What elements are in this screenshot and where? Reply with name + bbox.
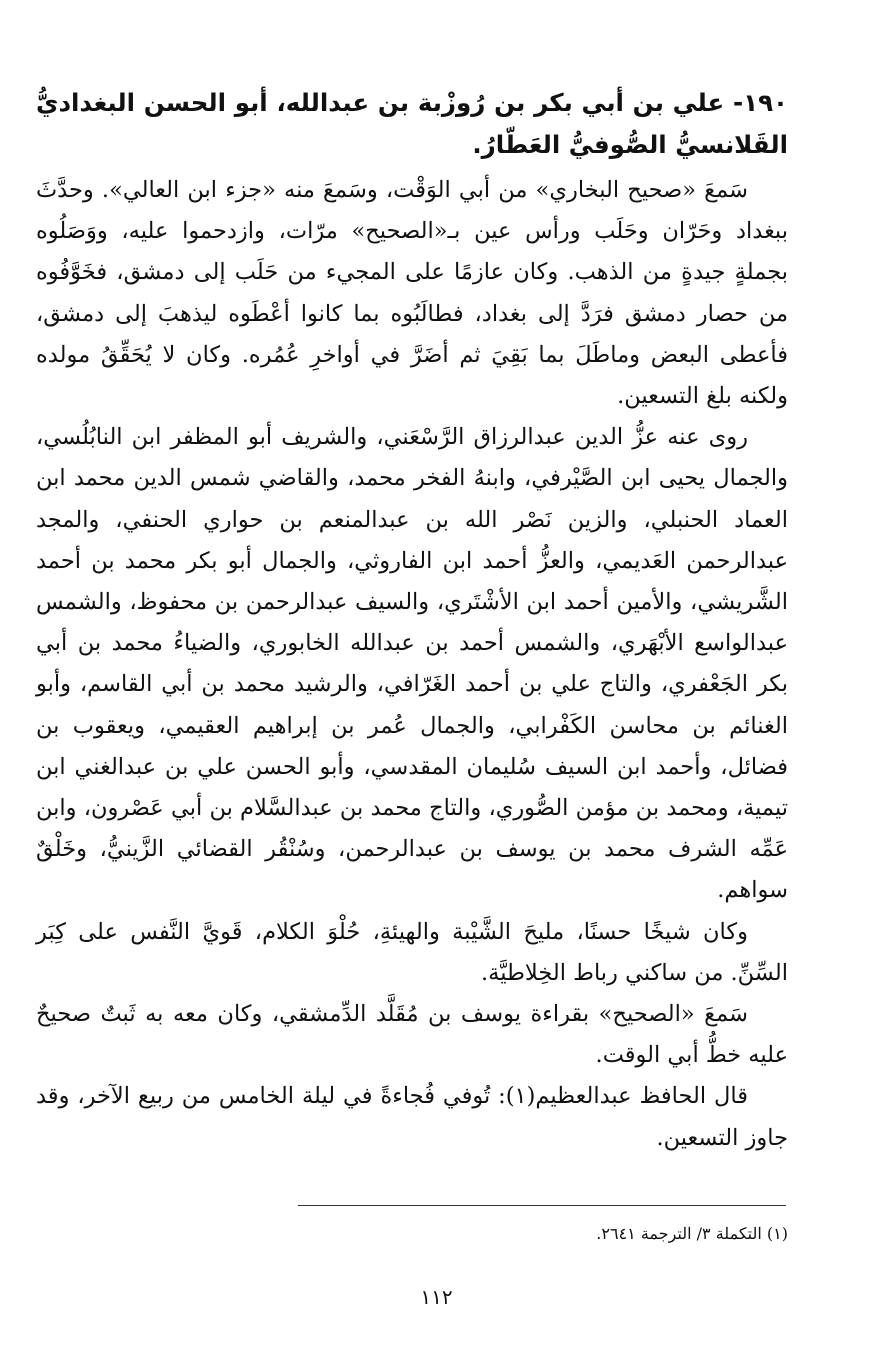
page-body [36, 82, 788, 1159]
footnote-divider [298, 1205, 786, 1206]
paragraph-death: قال الحافظ عبدالعظيم(١): تُوفي فُجاءةً في ليلة الخامس من ربيع الآخر، وقد جاوز التسعين. [36, 1083, 788, 1151]
entry-heading: ١٩٠- علي بن أبي بكر بن رُوزْبة بن عبدالله، أبو الحسن البغداديُّ القَلانسيُّ الصُّوفيُّ العَطّارُ. [36, 88, 788, 159]
page-number: ١١٢ [420, 1285, 453, 1309]
footnote: (١) التكملة ٣/ الترجمة ٢٦٤١. [596, 1224, 788, 1243]
paragraph-sahih-reading: سَمعَ «الصحيح» بقراءة يوسف بن مُقَلَّد الدِّمشقي، وكان معه به ثَبتٌ صحيحٌ عليه خطُّ أبي الوقت. [36, 1001, 788, 1069]
paragraph-description: وكان شيخًا حسنًا، مليحَ الشَّيْبة والهيئةِ، حُلْوَ الكلام، قَويَّ النَّفس على كِبَر السِّنِّ. من ساكني رباط الخِلاطيَّة. [36, 918, 788, 986]
paragraph-hearing: سَمعَ «صحيح البخاري» من أبي الوَقْت، وسَمعَ منه «جزء ابن العالي». وحدَّثَ ببغداد وحَرّان وحَلَب ورأس عين بـ«الصحيح» مرّات، وازدحموا عليه، ووَصَلُوه بجملةٍ جيدةٍ من الذهب. وكان عازمًا على المجيء من حَلَب إلى دمشق، فخَوَّفُوه من حصار دمشق فرَدَّ إلى بغداد، فطالَبُوه بما كانوا أعْطَوه ليذهبَ إلى دمشق، فأعطى البعض وماطَلَ بما بَقِيَ ثم أضَرَّ في أواخرِ عُمُره. وكان لا يُحَقِّقُ مولده ولكنه بلغ التسعين. [36, 177, 788, 410]
paragraph-narrators: روى عنه عزُّ الدين عبدالرزاق الرَّسْعَني، والشريف أبو المظفر ابن النابُلُسي، والجمال يحيى ابن الصَّيْرفي، وابنهُ الفخر محمد، والقاضي شمس الدين محمد ابن العماد الحنبلي، والزين نَصْر الله بن عبدالمنعم بن حواري الحنفي، والمجد عبدالرحمن العَديمي، والعزُّ أحمد ابن الفاروثي، والجمال أبو بكر محمد بن أحمد الشَّريشي، والأمين أحمد ابن الأشْتَري، والسيف عبدالرحمن بن محفوظ، والشمس عبدالواسع الأبْهَري، والشمس أحمد بن عبدالله الخابوري، والضياءُ محمد بن أبي بكر الجَعْفري، والتاج علي بن أحمد الغَرّافي، والرشيد محمد بن أبي القاسم، وأبو الغنائم بن محاسن الكَفْرابي، والجمال عُمر بن إبراهيم العقيمي، ويعقوب بن فضائل، وأحمد ابن السيف سُليمان المقدسي، وأبو الحسن علي بن عبدالغني ابن تيمية، ومحمد بن مؤمن الصُّوري، والتاج محمد بن عبدالسَّلام بن أبي عَصْرون، وابن عَمِّه الشرف محمد بن يوسف بن عبدالرحمن، وسُنْقُر القضائي الزَّينيُّ، وخَلْقٌ سواهم. [36, 424, 788, 904]
